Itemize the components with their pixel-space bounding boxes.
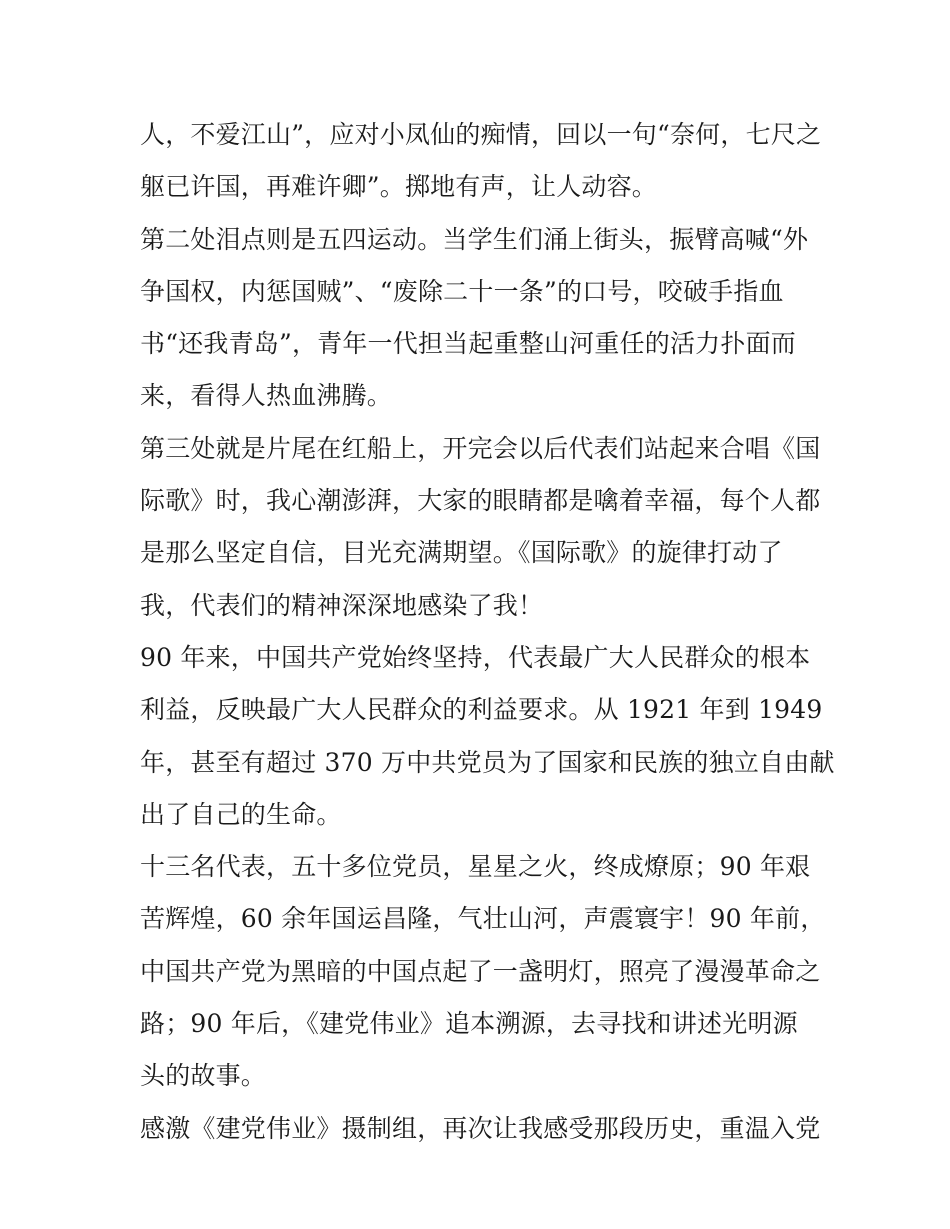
text-line-16: 苦辉煌，60 余年国运昌隆，气壮山河，声震寰宇！90 年前， (140, 904, 826, 934)
text-line-2: 躯已许国，再难许卿”。掷地有声，让人动容。 (140, 172, 657, 202)
text-line-7: 第三处就是片尾在红船上，开完会以后代表们站起来合唱《国 (140, 433, 821, 463)
text-line-19: 头的故事。 (140, 1061, 267, 1091)
text-line-6: 来，看得人热血沸腾。 (140, 381, 393, 411)
text-line-11: 90 年来，中国共产党始终坚持，代表最广大人民群众的根本 (140, 642, 811, 672)
text-line-9: 是那么坚定自信，目光充满期望。《国际歌》的旋律打动了 (140, 538, 783, 568)
text-line-4: 争国权，内惩国贼”、“废除二十一条”的口号，咬破手指血 (140, 276, 784, 306)
text-line-12: 利益，反映最广大人民群众的利益要求。从 1921 年到 1949 (140, 695, 823, 725)
text-line-5: 书“还我青岛”，青年一代担当起重整山河重任的活力扑面而 (140, 329, 796, 359)
text-line-15: 十三名代表，五十多位党员，星星之火，终成燎原；90 年艰 (140, 852, 811, 882)
text-line-20: 感激《建党伟业》摄制组，再次让我感受那段历史，重温入党 (140, 1113, 821, 1143)
text-line-10: 我，代表们的精神深深地感染了我！ (140, 590, 544, 620)
text-line-8: 际歌》时，我心潮澎湃，大家的眼睛都是噙着幸福，每个人都 (140, 486, 821, 516)
text-line-13: 年，甚至有超过 370 万中共党员为了国家和民族的独立自由献 (140, 747, 835, 777)
text-line-14: 出了自己的生命。 (140, 799, 342, 829)
text-line-3: 第二处泪点则是五四运动。当学生们涌上街头，振臂高喊“外 (140, 224, 809, 254)
text-line-17: 中国共产党为黑暗的中国点起了一盏明灯，照亮了漫漫革命之 (140, 956, 821, 986)
body-text (140, 109, 835, 1155)
text-line-1: 人，不爱江山”，应对小凤仙的痴情，回以一句“奈何，七尺之 (140, 120, 822, 149)
text-line-18: 路；90 年后，《建党伟业》追本溯源，去寻找和讲述光明源 (140, 1009, 798, 1039)
